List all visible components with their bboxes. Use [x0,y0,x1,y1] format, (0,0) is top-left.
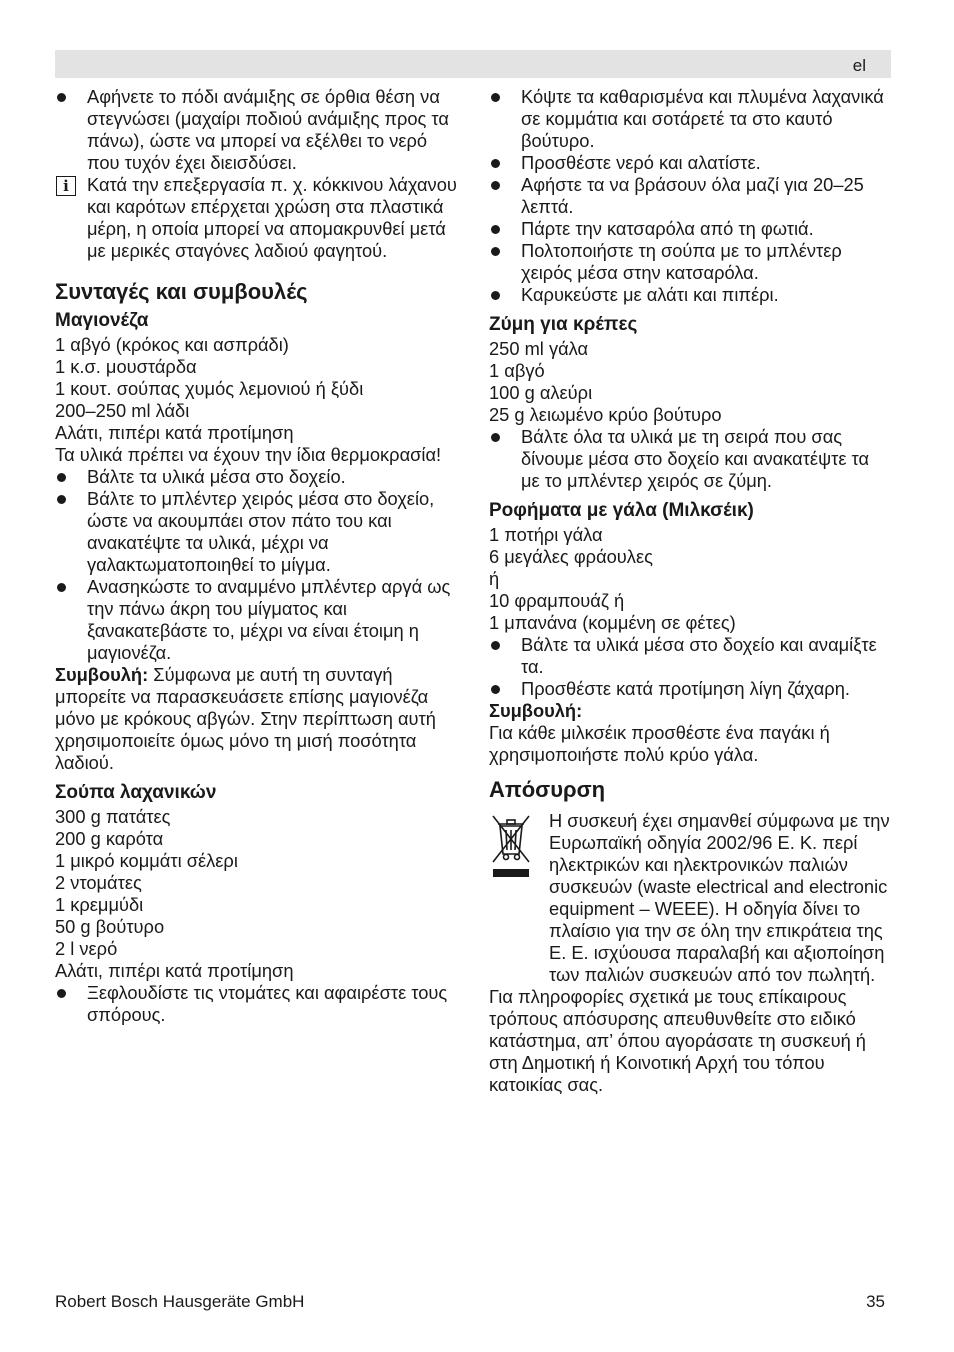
recipe-title-crepe: Ζύμη για κρέπες [489,314,638,335]
ingredient: 25 g λειωμένο κρύο βούτυρο [489,404,722,425]
list-item: Βάλτε τα υλικά μέσα στο δοχείο και αναμίξτε τα. [489,634,891,678]
list-item: Ανασηκώστε το αναμμένο μπλέντερ αργά ως την πάνω άκρη του μίγματος και ξανακατεβάστε το, μέχρι να είναι έτοιμη η μαγιονέζα. [55,576,460,664]
page-number: 35 [866,1292,885,1311]
info-note [55,174,460,262]
footer-company: Robert Bosch Hausgeräte GmbH [55,1292,305,1311]
ingredient: 200 g καρότα [55,828,164,849]
ingredient: 50 g βούτυρο [55,916,165,937]
ingredient: 1 κ.σ. μουστάρδα [55,356,197,377]
ingredient: 1 μπανάνα (κομμένη σε φέτες) [489,612,736,633]
list-item: Βάλτε όλα τα υλικά με τη σειρά που σας δίνουμε μέσα στο δοχείο και ανακατέψτε τα με το μπλέντερ χειρός σε ζύμη. [489,426,891,492]
tip-label: Συμβουλή: [55,664,149,685]
ingredient: 2 ντομάτες [55,872,142,893]
header-bar [55,50,891,78]
weee-notice [489,810,891,986]
crepe-ingredients [489,338,891,426]
ingredient: 250 ml γάλα [489,338,589,359]
info-icon: i [56,176,76,196]
ingredient: Αλάτι, πιπέρι κατά προτίμηση [55,422,294,443]
ingredient: 2 l νερό [55,938,118,959]
list-item: Προσθέστε νερό και αλατίστε. [489,152,891,174]
list-item: Ξεφλουδίστε τις ντομάτες και αφαιρέστε τους σπόρους. [55,982,460,1026]
ingredient: 1 αβγό (κρόκος και ασπράδι) [55,334,289,355]
info-note-text: Κατά την επεξεργασία π. χ. κόκκινου λάχανου και καρότων επέρχεται χρώση στα πλαστικά μέρη, η οποία μπορεί να απομακρυνθεί μετά με μερικές σταγόνες λαδιού φαγητού. [87,174,457,261]
tip-text: Για κάθε μιλκσέικ προσθέστε ένα παγάκι ή χρησιμοποιήστε πολύ κρύο γάλα. [489,722,830,765]
left-column [55,86,460,1026]
list-item: Προσθέστε κατά προτίμηση λίγη ζάχαρη. [489,678,891,700]
mayo-tip [55,664,460,774]
section-heading-disposal: Απόσυρση [489,777,606,802]
ingredient: Αλάτι, πιπέρι κατά προτίμηση [55,960,294,981]
ingredient: 200–250 ml λάδι [55,400,190,421]
ingredient: 1 ποτήρι γάλα [489,524,603,545]
ingredient: 100 g αλεύρι [489,382,593,403]
ingredient: 10 φραμπουάζ ή [489,590,625,611]
milkshake-ingredients [489,524,891,634]
list-item: Αφήστε τα να βράσουν όλα μαζί για 20–25 λεπτά. [489,174,891,218]
list-item: Βάλτε τα υλικά μέσα στο δοχείο. [55,466,460,488]
weee-bin-icon [489,812,533,880]
soup-ingredients [55,806,460,982]
recipe-title-milkshake: Ροφήματα με γάλα (Μιλκσέικ) [489,500,754,521]
ingredient: 1 αβγό [489,360,545,381]
weee-text: Η συσκευή έχει σημανθεί σύμφωνα με την Ευρωπαϊκή οδηγία 2002/96 E. K. περί ηλεκτρικών και ηλεκτρονικών παλιών συσκευών (waste electrical and electronic equipment – WEEE). Η οδηγία δίνει το πλαίσιο για την σε όλη την επικράτεια της Ε. Ε. ισχύουσα παραλαβή και αξιοποίηση των παλιών συσκευών από τον πωλητή. [549,810,890,985]
list-item: Πολτοποιήστε τη σούπα με το μπλέντερ χειρός μέσα στην κατσαρόλα. [489,240,891,284]
tip-label: Συμβουλή: [489,700,583,721]
mayo-ingredients [55,334,460,466]
list-item: Πάρτε την κατσαρόλα από τη φωτιά. [489,218,891,240]
list-item: Καρυκεύστε με αλάτι και πιπέρι. [489,284,891,306]
right-column [489,86,891,1096]
ingredient: 1 μικρό κομμάτι σέλερι [55,850,238,871]
list-item: Αφήνετε το πόδι ανάμιξης σε όρθια θέση να στεγνώσει (μαχαίρι ποδιού ανάμιξης προς τα πάνω), ώστε να μπορεί να εξέλθει το νερό που τυχόν έχει διεισδύσει. [55,86,460,174]
ingredient: 1 κρεμμύδι [55,894,144,915]
recipe-title-mayo: Μαγιονέζα [55,310,149,331]
language-code: el [852,56,866,75]
ingredient: Τα υλικά πρέπει να έχουν την ίδια θερμοκρασία! [55,444,442,465]
ingredient: 1 κουτ. σούπας χυμός λεμονιού ή ξύδι [55,378,364,399]
list-item: Κόψτε τα καθαρισμένα και πλυμένα λαχανικά σε κομμάτια και σοτάρετέ τα στο καυτό βούτυρο. [489,86,891,152]
tip-text: Σύμφωνα με αυτή τη συνταγή μπορείτε να παρασκευάσετε επίσης μαγιονέζα μόνο με κρόκους αβγών. Στην περίπτωση αυτή χρησιμοποιείτε όμως μόνο τη μισή ποσότητα λαδιού. [55,664,436,773]
list-item: Βάλτε το μπλέντερ χειρός μέσα στο δοχείο, ώστε να ακουμπάει στον πάτο του και ανακατέψτε τα υλικά, μέχρι να γαλακτωματοποιηθεί το μίγμα. [55,488,460,576]
section-heading-recipes: Συνταγές και συμβουλές [55,279,308,304]
ingredient: 300 g πατάτες [55,806,171,827]
recipe-title-soup: Σούπα λαχανικών [55,782,217,803]
ingredient: 6 μεγάλες φράουλες [489,546,653,567]
ingredient: ή [489,568,500,589]
disposal-info: Για πληροφορίες σχετικά με τους επίκαιρους τρόπους απόσυρσης απευθυνθείτε στο ειδικό κατάστημα, απ’ όπου αγοράσατε τη συσκευή ή στη Δημοτική ή Κοινοτική Αρχή του τόπου κατοικίας σας. [489,986,866,1095]
